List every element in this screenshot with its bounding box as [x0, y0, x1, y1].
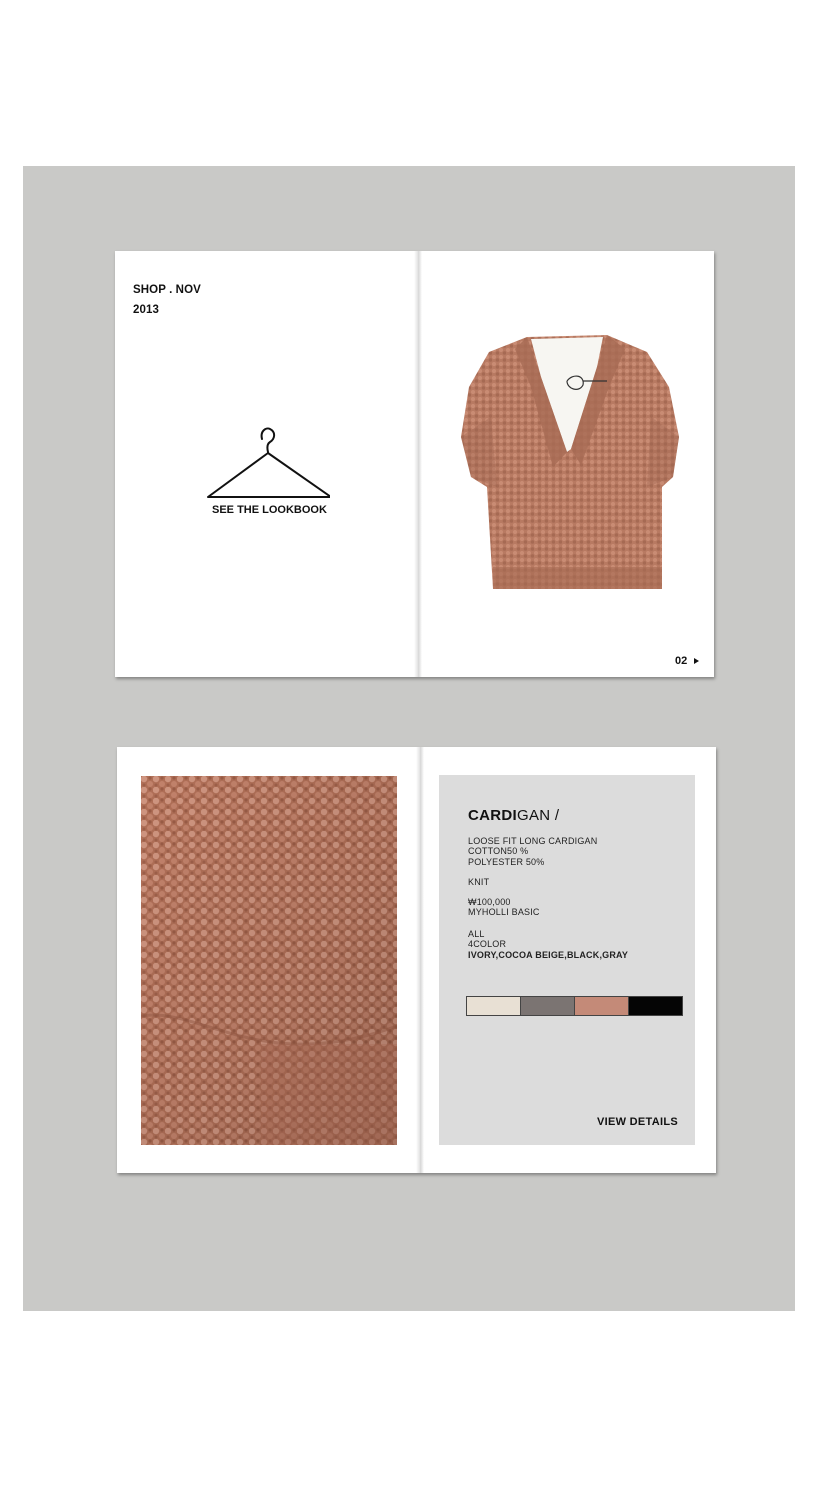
- color-swatch-row: [466, 996, 683, 1016]
- knit-texture-closeup-image: [141, 776, 397, 1145]
- product-title-rest: GAN /: [517, 807, 560, 824]
- product-category: KNIT: [468, 877, 490, 887]
- description-line: COTTON50 %: [468, 846, 529, 857]
- product-title-bold: CARDI: [468, 807, 517, 824]
- see-lookbook-link[interactable]: [203, 427, 333, 522]
- price-brand-block: [468, 897, 540, 918]
- description-line: POLYESTER 50%: [468, 856, 545, 867]
- shop-label-line1: SHOP . NOV: [133, 284, 201, 296]
- hanger-icon: [206, 427, 330, 502]
- view-details-link[interactable]: VIEW DETAILS: [596, 1116, 678, 1128]
- see-lookbook-label: SEE THE LOOKBOOK: [212, 504, 327, 516]
- shop-label-line2: 2013: [133, 304, 159, 316]
- product-size: ALL: [468, 929, 485, 939]
- product-detail-spread: [117, 747, 716, 1173]
- color-count: 4COLOR: [468, 939, 507, 950]
- cardigan-product-image: [457, 327, 681, 595]
- lookbook-spread: [115, 251, 714, 677]
- spread-fold-shadow: [416, 747, 424, 1173]
- product-brand: MYHOLLI BASIC: [468, 907, 540, 918]
- product-price: ₩100,000: [468, 897, 511, 907]
- product-title: [468, 807, 559, 824]
- page-number: 02: [675, 655, 688, 667]
- next-page-button[interactable]: [675, 655, 699, 667]
- size-color-block: [468, 929, 628, 960]
- swatch-cocoa-beige[interactable]: [575, 997, 629, 1015]
- swatch-ivory[interactable]: [467, 997, 521, 1015]
- swatch-black[interactable]: [629, 997, 682, 1015]
- spread-fold-shadow: [414, 251, 422, 677]
- description-line: LOOSE FIT LONG CARDIGAN: [468, 836, 598, 846]
- swatch-gray[interactable]: [521, 997, 575, 1015]
- product-info-panel: [439, 775, 695, 1145]
- shop-date-label: [133, 280, 201, 320]
- color-names: IVORY,COCOA BEIGE,BLACK,GRAY: [468, 949, 629, 960]
- play-arrow-icon: [694, 658, 699, 664]
- product-description: [468, 836, 597, 867]
